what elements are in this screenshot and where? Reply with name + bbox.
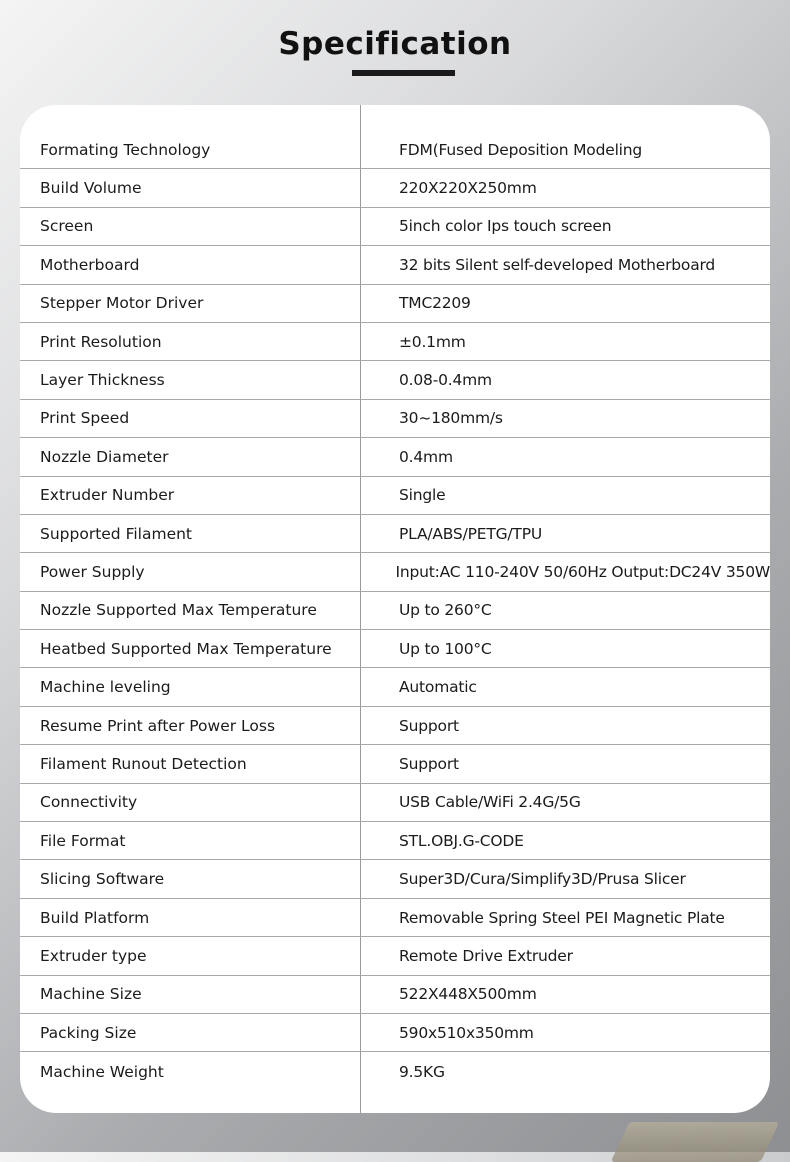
spec-table (20, 105, 770, 1113)
table-row (20, 361, 770, 399)
table-row (20, 592, 770, 630)
table-row (20, 515, 770, 553)
table-row (20, 707, 770, 745)
spec-label: Layer Thickness (40, 371, 165, 390)
spec-value: Up to 100°C (399, 639, 492, 658)
table-row (20, 131, 770, 169)
spec-value: Removable Spring Steel PEI Magnetic Plate (399, 908, 725, 927)
spec-label: Power Supply (40, 562, 145, 581)
spec-value: TMC2209 (399, 294, 471, 313)
page-title: Specification (278, 26, 512, 62)
table-row (20, 323, 770, 361)
spec-value: Support (399, 754, 459, 773)
spec-label: Nozzle Supported Max Temperature (40, 601, 317, 620)
spec-value: 590x510x350mm (399, 1023, 534, 1042)
title-underline (352, 70, 455, 76)
table-row (20, 976, 770, 1014)
spec-label: Print Speed (40, 409, 130, 428)
table-row (20, 438, 770, 476)
table-row (20, 784, 770, 822)
table-row (20, 285, 770, 323)
spec-label: Print Resolution (40, 332, 162, 351)
spec-value: STL.OBJ.G-CODE (399, 831, 524, 850)
spec-value: 9.5KG (399, 1062, 445, 1081)
spec-label: Stepper Motor Driver (40, 294, 204, 313)
spec-label: Machine Weight (40, 1062, 164, 1081)
spec-label: Nozzle Diameter (40, 447, 169, 466)
spec-label: Build Platform (40, 908, 150, 927)
table-row (20, 822, 770, 860)
spec-label: Formating Technology (40, 140, 211, 159)
table-row (20, 1052, 770, 1090)
spec-value: 220X220X250mm (399, 179, 537, 198)
table-row (20, 1014, 770, 1052)
table-row (20, 745, 770, 783)
spec-value: Single (399, 486, 446, 505)
printer-edge-decor (611, 1122, 780, 1162)
table-row (20, 668, 770, 706)
table-row (20, 860, 770, 898)
spec-rows (20, 131, 770, 1091)
spec-value: 522X448X500mm (399, 985, 537, 1004)
spec-label: Extruder type (40, 946, 147, 965)
spec-value: Support (399, 716, 459, 735)
table-row (20, 937, 770, 975)
spec-value: Input:AC 110-240V 50/60Hz Output:DC24V 350W (395, 562, 770, 581)
spec-value: PLA/ABS/PETG/TPU (399, 524, 542, 543)
spec-label: Build Volume (40, 179, 142, 198)
table-row (20, 553, 770, 591)
spec-value: FDM(Fused Deposition Modeling (399, 140, 643, 159)
spec-value: 0.08-0.4mm (399, 371, 492, 390)
spec-label: Motherboard (40, 255, 140, 274)
spec-value: Automatic (399, 678, 477, 697)
spec-value: Up to 260°C (399, 601, 492, 620)
spec-value: USB Cable/WiFi 2.4G/5G (399, 793, 581, 812)
spec-label: Packing Size (40, 1023, 137, 1042)
table-row (20, 169, 770, 207)
spec-value: ±0.1mm (399, 332, 466, 351)
spec-label: Heatbed Supported Max Temperature (40, 639, 332, 658)
spec-label: Resume Print after Power Loss (40, 716, 276, 735)
spec-value: 32 bits Silent self-developed Motherboard (399, 255, 716, 274)
table-row (20, 400, 770, 438)
spec-label: Machine leveling (40, 678, 171, 697)
spec-value: Super3D/Cura/Simplify3D/Prusa Slicer (399, 870, 686, 889)
spec-label: Machine Size (40, 985, 142, 1004)
table-row (20, 208, 770, 246)
spec-value: 5inch color Ips touch screen (399, 217, 612, 236)
spec-label: File Format (40, 831, 126, 850)
spec-label: Screen (40, 217, 94, 236)
spec-value: Remote Drive Extruder (399, 946, 573, 965)
spec-label: Extruder Number (40, 486, 175, 505)
table-row (20, 899, 770, 937)
table-row (20, 477, 770, 515)
table-row (20, 246, 770, 284)
spec-label: Slicing Software (40, 870, 165, 889)
spec-value: 30~180mm/s (399, 409, 503, 428)
spec-label: Connectivity (40, 793, 138, 812)
spec-value: 0.4mm (399, 447, 453, 466)
spec-label: Filament Runout Detection (40, 754, 247, 773)
spec-label: Supported Filament (40, 524, 193, 543)
table-row (20, 630, 770, 668)
